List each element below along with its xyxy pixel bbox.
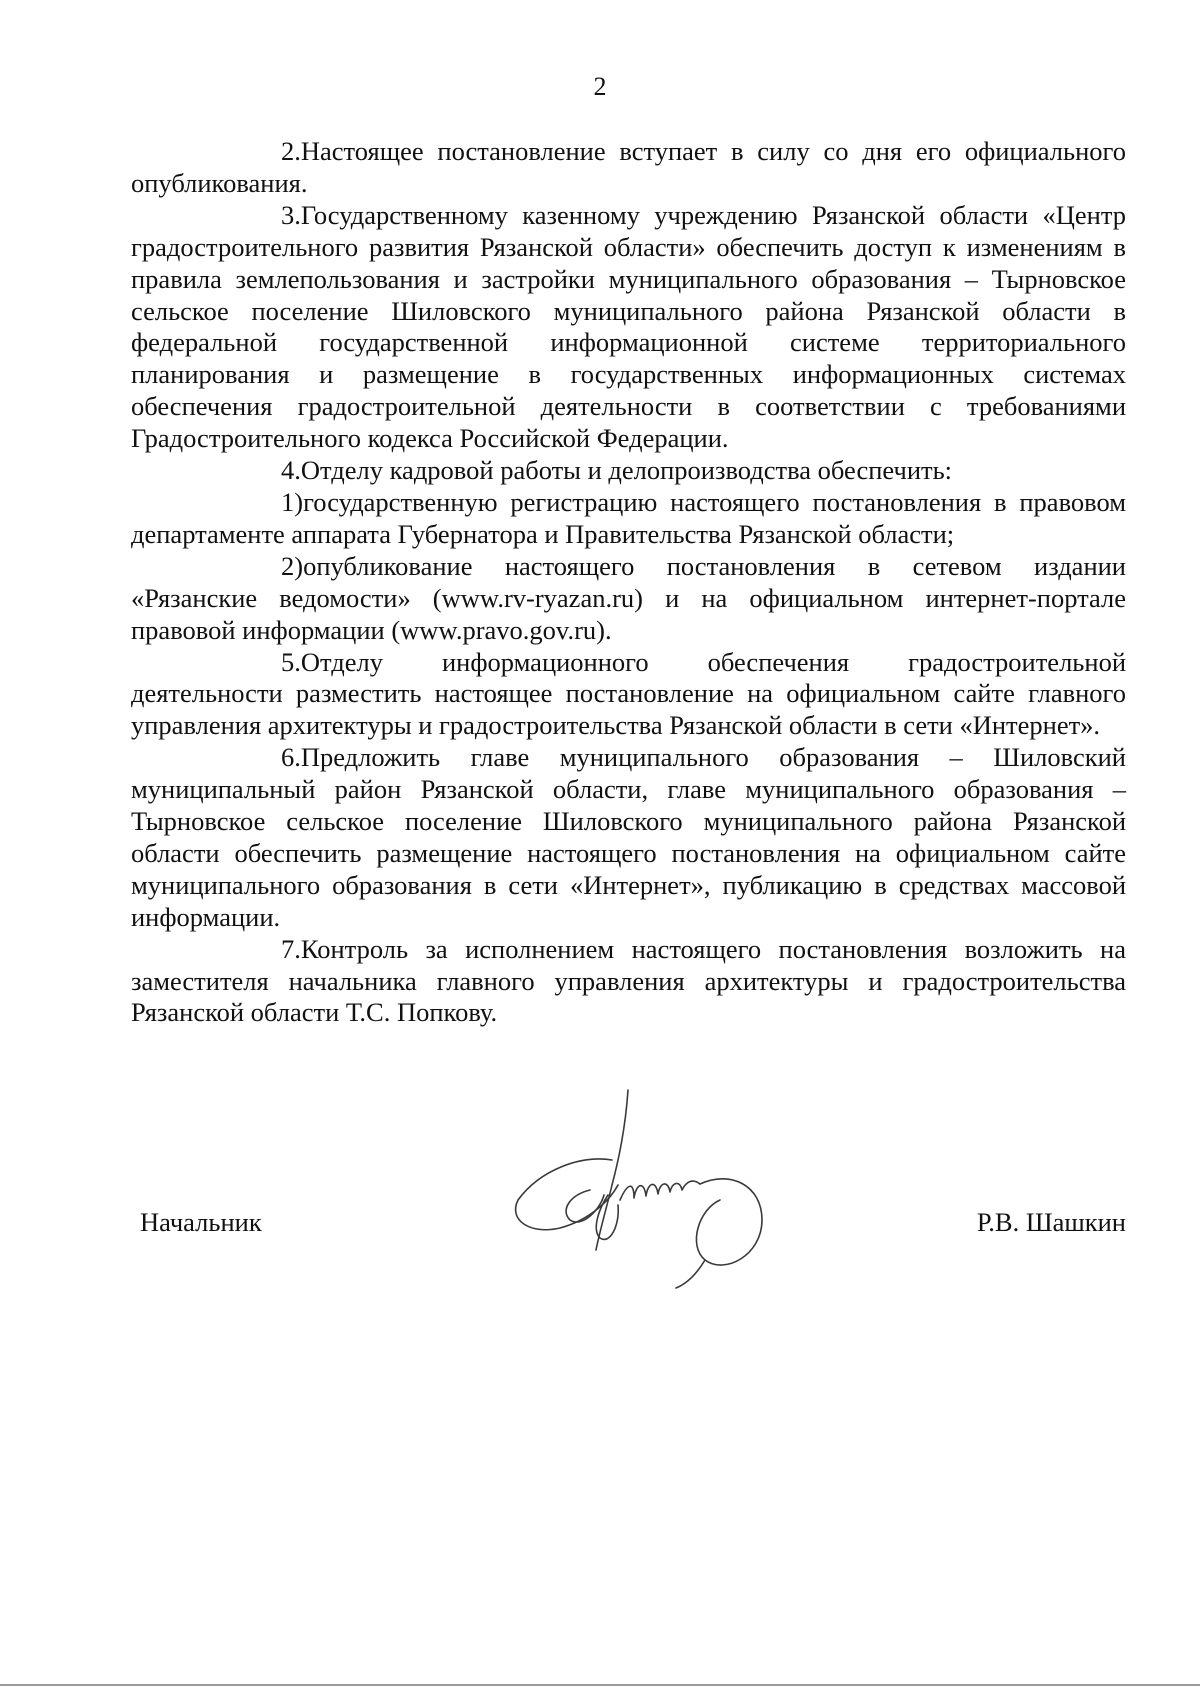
paragraph-text: государственную регистрацию настоящего постановления в правовом департаменте аппарата Губернатора и Правительства Рязанской области; [131, 486, 1126, 549]
paragraph-text: Настоящее постановление вступает в силу со дня его официального опубликования. [131, 136, 1126, 198]
paragraph-item-5 [131, 647, 1126, 743]
paragraph-number: 6. [281, 742, 301, 773]
paragraph-number: 1) [281, 486, 304, 517]
paragraph-number: 4. [281, 455, 301, 486]
subparagraph-item-2 [131, 551, 1126, 647]
paragraph-text: Предложить главе муниципального образования – Шиловский муниципальный район Рязанской области, главе муниципального образования – Тырновское сельское поселение Шиловского муниципального района Рязанской области обеспечить размещение настоящего постановления на официальном сайте муниципального образования в сети «Интернет», публикацию в средствах массовой информации. [131, 742, 1126, 932]
paragraph-number: 2) [281, 550, 304, 581]
paragraph-item-3 [131, 200, 1126, 455]
paragraph-item-2 [131, 136, 1126, 200]
paragraph-number: 2. [281, 136, 301, 166]
paragraph-item-6 [131, 742, 1126, 933]
signer-name: Р.В. Шашкин [976, 1207, 1126, 1237]
paragraph-text: опубликование настоящего постановления в сетевом издании «Рязанские ведомости» (www.rv-ryazan.ru) и на официальном интернет-портале правовой информации (www.pravo.gov.ru). [131, 550, 1126, 645]
paragraph-text: Отделу кадровой работы и делопроизводства обеспечить: [300, 455, 953, 486]
signer-title: Начальник [140, 1207, 262, 1237]
paragraph-number: 7. [281, 933, 301, 964]
scan-edge-line [0, 1684, 1200, 1686]
paragraph-number: 3. [281, 199, 301, 230]
paragraph-item-4 [131, 455, 1126, 487]
paragraph-text: Отделу информационного обеспечения градостроительной деятельности разместить настоящее постановление на официальном сайте главного управления архитектуры и градостроительства Рязанской области в сети «Интернет». [131, 646, 1126, 741]
paragraph-item-7 [131, 934, 1126, 1030]
signature-block [140, 1206, 1126, 1246]
paragraph-text: Государственному казенному учреждению Рязанской области «Центр градостроительного развития Рязанской области» обеспечить доступ к изменениям в правила землепользования и застройки муниципального образования – Тырновское сельское поселение Шиловского муниципального района Рязанской области в федеральной государственной информационной системе территориального планирования и размещение в государственных информационных системах обеспечения градостроительной деятельности в соответствии с требованиями Градостроительного кодекса Российской Федерации. [131, 199, 1126, 454]
paragraph-text: Контроль за исполнением настоящего постановления возложить на заместителя начальника главного управления архитектуры и градостроительства Рязанской области Т.С. Попкову. [131, 933, 1126, 1028]
page-number: 2 [593, 72, 607, 101]
handwritten-signature [500, 1060, 780, 1300]
paragraph-number: 5. [281, 646, 301, 677]
subparagraph-item-1 [131, 487, 1126, 551]
document-body [131, 136, 1126, 1029]
